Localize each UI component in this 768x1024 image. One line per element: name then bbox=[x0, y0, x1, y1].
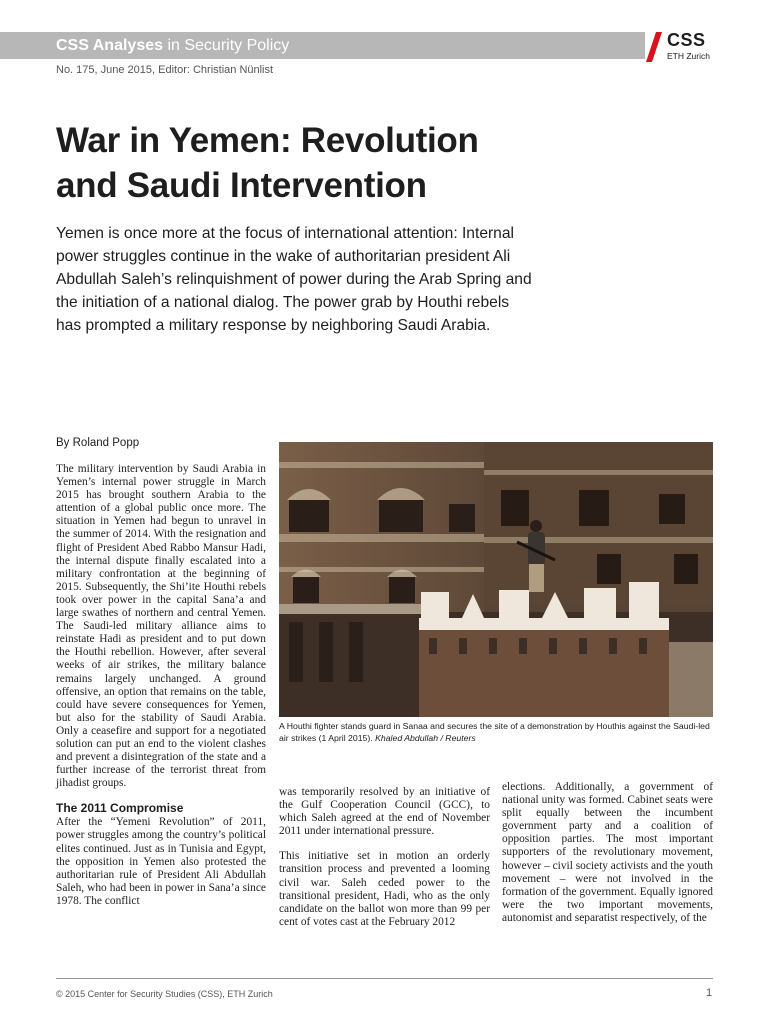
logo-subtext: ETH Zurich bbox=[667, 51, 710, 61]
logo-slash-icon bbox=[646, 32, 662, 62]
page-title: War in Yemen: Revolution and Saudi Intervention bbox=[56, 121, 479, 205]
page-number: 1 bbox=[706, 987, 713, 999]
series-title-strong: CSS Analyses bbox=[56, 37, 164, 54]
body-paragraph: The military intervention by Saudi Arabia in Yemen’s internal power struggle in March 2015 has brought southern Arabia to the attention of a global public once more. The situation in Yemen had begun to unravel in the summer of 2014. With the resignation and flight of President Abed Rabbo Mansur Hadi, the internal dispute finally escalated into a military confrontation at the beginning of 2015. Subsequently, the Shi’ite Houthi rebels took over power in the capital Sana’a and large swathes of northern and central Yemen. The Saudi-led military alliance aims to reinstate Hadi as president and to put down the Houthi rebellion. However, after several weeks of air strikes, the military balance remains largely unchanged. A ground offensive, an option that remains on the table, could have severe consequences for Yemen, but also for the stability of Saudi Arabia. Only a ceasefire and support for a negotiated solution can put an end to the violent clashes and prevent a disintegration of the state and a further increase of the terrorist threat from jihadist groups. bbox=[56, 463, 266, 790]
photo-caption bbox=[279, 721, 715, 744]
section-heading: The 2011 Compromise bbox=[56, 801, 184, 816]
photo-illustration bbox=[279, 442, 713, 717]
body-column-2 bbox=[279, 786, 490, 929]
photo-houthi-fighter bbox=[279, 442, 713, 717]
body-paragraph: After the “Yemeni Revolution” of 2011, power struggles among the country’s political elites continued. Just as in Tunisia and Egypt, the opposition in Yemen also protested the authoritarian rule of President Ali Abdullah Saleh, who had been in power in Sana’a since 1978. The conflict bbox=[56, 816, 266, 907]
css-eth-logo bbox=[646, 30, 736, 66]
photo-credit: Khaled Abdullah / Reuters bbox=[375, 732, 476, 743]
lead-paragraph: Yemen is once more at the focus of international attention: Internal power struggles continue in the wake of authoritarian president Ali Abdullah Saleh’s relinquishment of power during the Arab Spring and the initiation of a national dialog. The power grab by Houthi rebels has prompted a military response by neighboring Saudi Arabia. bbox=[56, 225, 532, 334]
logo-text: CSS bbox=[667, 30, 706, 50]
body-paragraph: elections. Additionally, a government of national unity was formed. Cabinet seats were split equally between the incumbent government party and a coalition of opposition parties. The most important supporters of the revolutionary movement, however – civil society activists and the youth movement – were not involved in the formation of the government. Equally ignored were the two important movements, autonomist and separatist respectively, of the bbox=[502, 781, 713, 924]
footer-divider bbox=[56, 978, 713, 979]
series-title-rest: in Security Policy bbox=[163, 37, 290, 54]
body-paragraph: was temporarily resolved by an initiative of the Gulf Cooperation Council (GCC), to which Saleh agreed at the end of November 2011 under international pressure. bbox=[279, 786, 490, 838]
footer-copyright: © 2015 Center for Security Studies (CSS), ETH Zurich bbox=[56, 989, 273, 999]
series-title bbox=[56, 32, 289, 59]
body-column-1 bbox=[56, 463, 266, 908]
caption-text: A Houthi fighter stands guard in Sanaa and secures the site of a demonstration by Houthis against the Saudi-led air strikes (1 April 2015). bbox=[279, 721, 710, 743]
body-column-3 bbox=[502, 781, 713, 925]
body-paragraph: This initiative set in motion an orderly transition process and prevented a looming civil war. Saleh ceded power to the transitional president, Hadi, who as the only candidate on the ballot won more than 99 per cent of votes cast at the February 2012 bbox=[279, 850, 490, 928]
byline: By Roland Popp bbox=[56, 437, 140, 449]
series-header-band bbox=[0, 32, 645, 59]
issue-line: No. 175, June 2015, Editor: Christian Nünlist bbox=[56, 64, 274, 76]
